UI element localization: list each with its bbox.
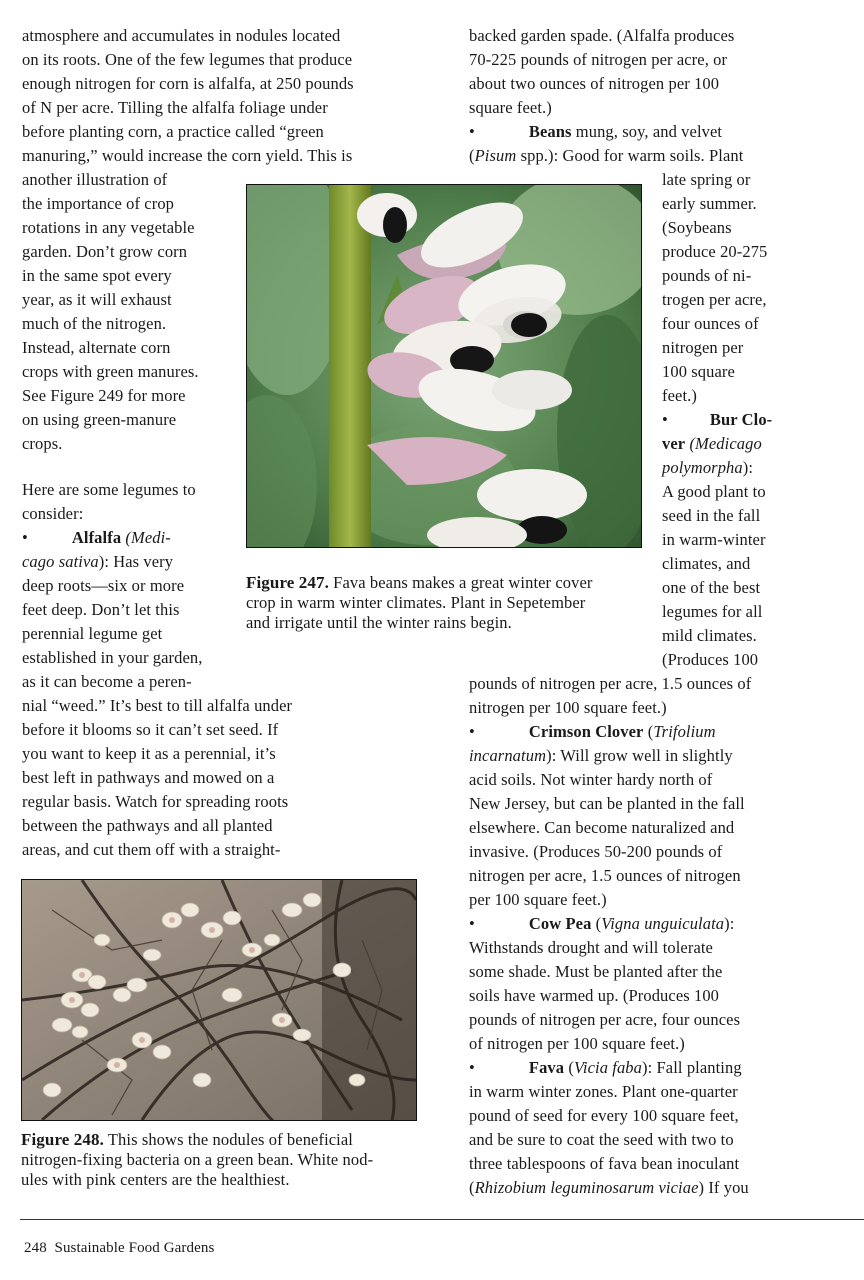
text-line: in warm-winter (662, 530, 766, 549)
text-line: enough nitrogen for corn is alfalfa, at 250 pounds (22, 74, 354, 93)
bullet: • (469, 914, 475, 933)
text-line: Here are some legumes to (22, 480, 196, 499)
text-line: A good plant to (662, 482, 766, 501)
figure-label: Figure 248. (21, 1130, 104, 1149)
text-line: one of the best (662, 578, 761, 597)
text-line: on its roots. One of the few legumes that produce (22, 50, 353, 69)
caption-text: This shows the nodules of beneficial (103, 1130, 353, 1149)
text-line (662, 456, 753, 480)
latin-name: polymorpha (662, 458, 743, 477)
text-line: between the pathways and all planted (22, 816, 273, 835)
legume-name: Beans (528, 122, 572, 141)
text-line: soils have warmed up. (Produces 100 (469, 986, 720, 1005)
latin-name: incarnatum (469, 746, 547, 765)
text-line: rotations in any vegetable (22, 218, 195, 237)
text-span: ) If you (698, 1178, 749, 1197)
text-line: invasive. (Produces 50-200 pounds of (469, 842, 723, 861)
text-line: as it can become a peren- (22, 672, 192, 691)
text-line: before planting corn, a practice called “green (22, 122, 324, 141)
text-line: manuring,” would increase the corn yield. This is (22, 146, 353, 165)
text-line: backed garden spade. (Alfalfa produces (469, 26, 735, 45)
text-line: Instead, alternate corn (22, 338, 171, 357)
text-span: ): Will grow well in slightly (546, 746, 733, 765)
text-line: seed in the fall (662, 506, 761, 525)
text-line: pounds of nitrogen per acre, four ounces (469, 1010, 741, 1029)
text-line: some shade. Must be planted after the (469, 962, 723, 981)
text-span: ): (724, 914, 735, 933)
text-line: 70-225 pounds of nitrogen per acre, or (469, 50, 728, 69)
text-line: trogen per acre, (662, 290, 767, 309)
caption-line: ules with pink centers are the healthiest. (21, 1170, 290, 1189)
legume-entry-bur-clover (662, 408, 772, 432)
caption-line: and irrigate until the winter rains begin. (246, 613, 512, 632)
legume-entry-cow-pea: • Cow Pea (Vigna unguiculata): (469, 914, 735, 933)
text-line: of nitrogen per 100 square feet.) (469, 1034, 685, 1053)
text-line: crops with green manures. (22, 362, 199, 381)
text-line: nitrogen per (662, 338, 744, 357)
bullet: • (469, 722, 475, 741)
text-line: climates, and (662, 554, 751, 573)
text-line: See Figure 249 for more (22, 386, 186, 405)
legume-name: Crimson Clover (528, 722, 644, 741)
text-line: in warm winter zones. Plant one-quarter (469, 1082, 738, 1101)
text-line: Withstands drought and will tolerate (469, 938, 713, 957)
text-line: crops. (22, 434, 63, 453)
text-line: per 100 square feet.) (469, 890, 607, 909)
text-line: best left in pathways and mowed on a (22, 768, 275, 787)
text-line: feet.) (662, 386, 697, 405)
text-line (469, 744, 733, 768)
bullet: • (469, 1058, 475, 1077)
text-line: established in your garden, (22, 648, 203, 667)
text-line: (Rhizobium leguminosarum viciae) If you (469, 1178, 749, 1197)
text-line: acid soils. Not winter hardy north of (469, 770, 713, 789)
text-line: early summer. (662, 194, 757, 213)
text-span: mung, soy, and velvet (571, 122, 723, 141)
legume-entry-beans (469, 120, 722, 144)
text-line: produce 20-275 (662, 242, 768, 261)
fava-bean-flowers-image (247, 185, 641, 547)
bullet: • (662, 410, 668, 429)
latin-name: Vigna unguiculata (601, 914, 725, 933)
text-line: you want to keep it as a perennial, it’s (22, 744, 276, 763)
text-line: nitrogen per 100 square feet.) (469, 698, 667, 717)
latin-name: (Medicago (689, 434, 762, 453)
caption-line: crop in warm winter climates. Plant in Sepetember (246, 593, 586, 612)
bullet: • (22, 528, 28, 547)
text-line: year, as it will exhaust (22, 290, 172, 309)
figure-248-photo (21, 879, 417, 1121)
text-line: nitrogen per acre, 1.5 ounces of nitrogen (469, 866, 741, 885)
text-line: about two ounces of nitrogen per 100 (469, 74, 720, 93)
text-line (662, 432, 762, 456)
legume-name: Bur Clo- (709, 410, 773, 429)
text-line: pounds of ni- (662, 266, 752, 285)
latin-name: Rhizobium leguminosarum viciae (474, 1178, 699, 1197)
book-title: Sustainable Food Gardens (54, 1240, 215, 1256)
text-line: square feet.) (469, 98, 552, 117)
page-footer (24, 1236, 214, 1260)
latin-name: cago sativa (22, 552, 99, 571)
text-line: pound of seed for every 100 square feet, (469, 1106, 739, 1125)
figure-247-photo (246, 184, 642, 548)
figure-label: Figure 247. (246, 573, 329, 592)
text-line: and be sure to coat the seed with two to (469, 1130, 734, 1149)
footer-divider (20, 1219, 864, 1220)
text-line: late spring or (662, 170, 751, 189)
text-span: ): Fall planting (642, 1058, 742, 1077)
latin-name: Vicia faba (573, 1058, 643, 1077)
text-line: regular basis. Watch for spreading roots (22, 792, 289, 811)
text-line: another illustration of (22, 170, 168, 189)
page-number: 248 (24, 1240, 47, 1256)
legume-name: ver (662, 434, 686, 453)
text-line: three tablespoons of fava bean inoculant (469, 1154, 740, 1173)
text-line (469, 144, 743, 168)
figure-247-caption (246, 573, 593, 593)
text-span: ): (742, 458, 754, 477)
text-line: perennial legume get (22, 624, 163, 643)
bullet: • (469, 122, 475, 141)
text-line: atmosphere and accumulates in nodules located (22, 26, 341, 45)
text-line: much of the nitrogen. (22, 314, 167, 333)
text-line (22, 550, 173, 574)
text-span: spp.): Good for warm soils. Plant (516, 146, 744, 165)
text-line: nial “weed.” It’s best to till alfalfa under (22, 696, 293, 715)
root-nodules-image (22, 880, 416, 1120)
legume-name: Cow Pea (528, 914, 592, 933)
text-line: 100 square (662, 362, 735, 381)
latin-name: Trifolium (653, 722, 716, 741)
latin-name: (Medi- (125, 528, 171, 547)
text-line: of N per acre. Tilling the alfalfa foliage under (22, 98, 328, 117)
legume-entry-crimson-clover: • Crimson Clover (Trifolium (469, 722, 716, 741)
text-line: garden. Don’t grow corn (22, 242, 188, 261)
caption-text: Fava beans makes a great winter cover (328, 573, 593, 592)
legume-entry-fava: • Fava (Vicia faba): Fall planting (469, 1058, 742, 1077)
text-line: New Jersey, but can be planted in the fall (469, 794, 745, 813)
caption-line: nitrogen-fixing bacteria on a green bean. White nod- (21, 1150, 374, 1169)
text-line: four ounces of (662, 314, 759, 333)
text-line: feet deep. Don’t let this (22, 600, 180, 619)
text-line: mild climates. (662, 626, 757, 645)
text-line: elsewhere. Can become naturalized and (469, 818, 735, 837)
text-line: on using green-manure (22, 410, 177, 429)
text-line: legumes for all (662, 602, 763, 621)
text-line: areas, and cut them off with a straight- (22, 840, 281, 859)
legume-name: Fava (528, 1058, 565, 1077)
text-span: ( (469, 146, 475, 165)
text-line: pounds of nitrogen per acre, 1.5 ounces of (469, 674, 752, 693)
legume-entry-alfalfa (22, 526, 171, 550)
text-line: consider: (22, 504, 84, 523)
text-span: ): Has very (98, 552, 174, 571)
legume-name: Alfalfa (71, 528, 122, 547)
text-line: (Produces 100 (662, 650, 759, 669)
latin-name: Pisum (474, 146, 517, 165)
figure-248-caption (21, 1130, 353, 1150)
text-line: in the same spot every (22, 266, 172, 285)
text-line: deep roots—six or more (22, 576, 185, 595)
text-line: before it blooms so it can’t set seed. If (22, 720, 279, 739)
text-line: the importance of crop (22, 194, 175, 213)
text-line: (Soybeans (662, 218, 732, 237)
